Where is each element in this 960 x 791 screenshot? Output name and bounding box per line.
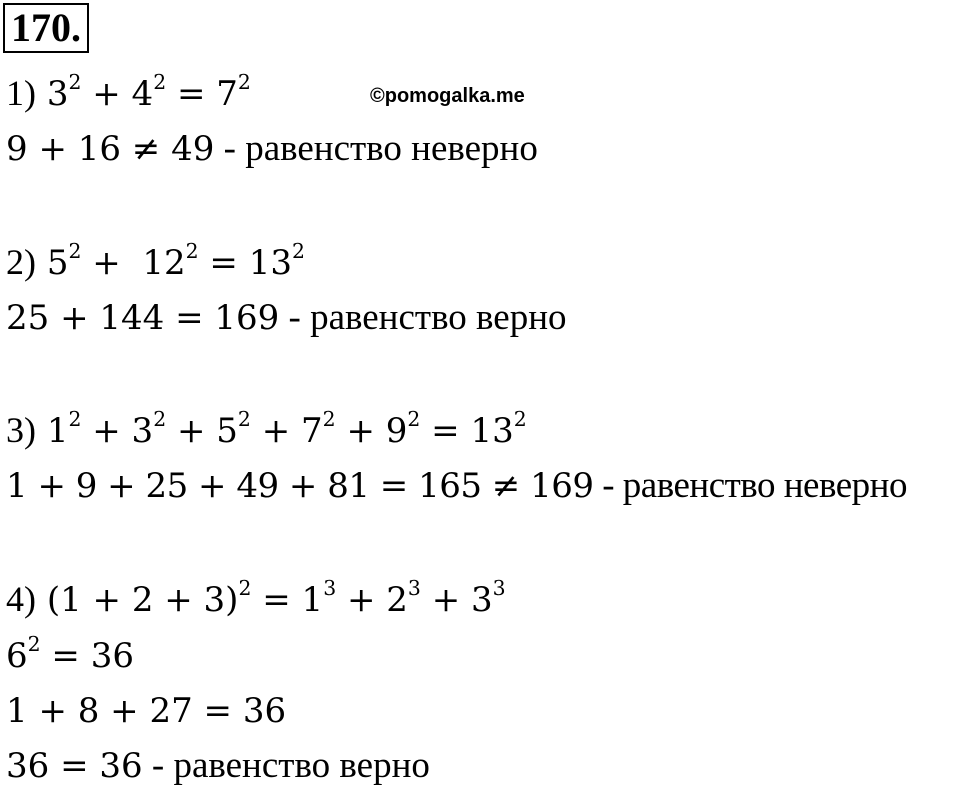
problem-number: 170. (3, 3, 89, 53)
item-4-sum (6, 689, 286, 733)
item-label: 2) (6, 242, 36, 282)
verdict: - равенство верно (279, 297, 567, 338)
item-label: 1) (6, 73, 36, 113)
verdict: - равенство неверно (593, 465, 907, 506)
computation: 1 + 9 + 25 + 49 + 81 = 165 ≠ 169 (6, 466, 594, 506)
verdict: - равенство верно (142, 745, 430, 786)
step: $6^2 = 36$ (6, 631, 134, 676)
item-4-step (6, 631, 134, 678)
item-4-equation (6, 577, 506, 622)
item-1-equation (6, 71, 251, 116)
item-label: 4) (6, 579, 36, 619)
equation: $1^2 + 3^2 + 5^2 + 7^2 + 9^2 = 13^2$ (46, 406, 527, 451)
item-1-check (6, 127, 538, 171)
computation-sum: 1 + 8 + 27 = 36 (6, 691, 287, 731)
item-2-equation (6, 240, 305, 285)
item-2-check (6, 296, 567, 340)
computation: 25 + 144 = 169 (6, 298, 280, 338)
item-3-check (6, 464, 907, 508)
equation: $3^2 + 4^2 = 7^2$ (46, 69, 251, 114)
computation: 36 = 36 (6, 746, 143, 786)
verdict: - равенство неверно (214, 128, 538, 169)
item-label: 3) (6, 410, 36, 450)
equation: $5^2 + 12^2 = 13^2$ (46, 238, 305, 283)
watermark-text: ©pomogalka.me (370, 85, 525, 107)
computation: 9 + 16 ≠ 49 (6, 129, 215, 169)
item-4-check (6, 744, 430, 788)
equation: $(1 + 2 + 3)^2 = 1^3 + 2^3 + 3^3$ (46, 575, 506, 620)
item-3-equation (6, 408, 527, 453)
